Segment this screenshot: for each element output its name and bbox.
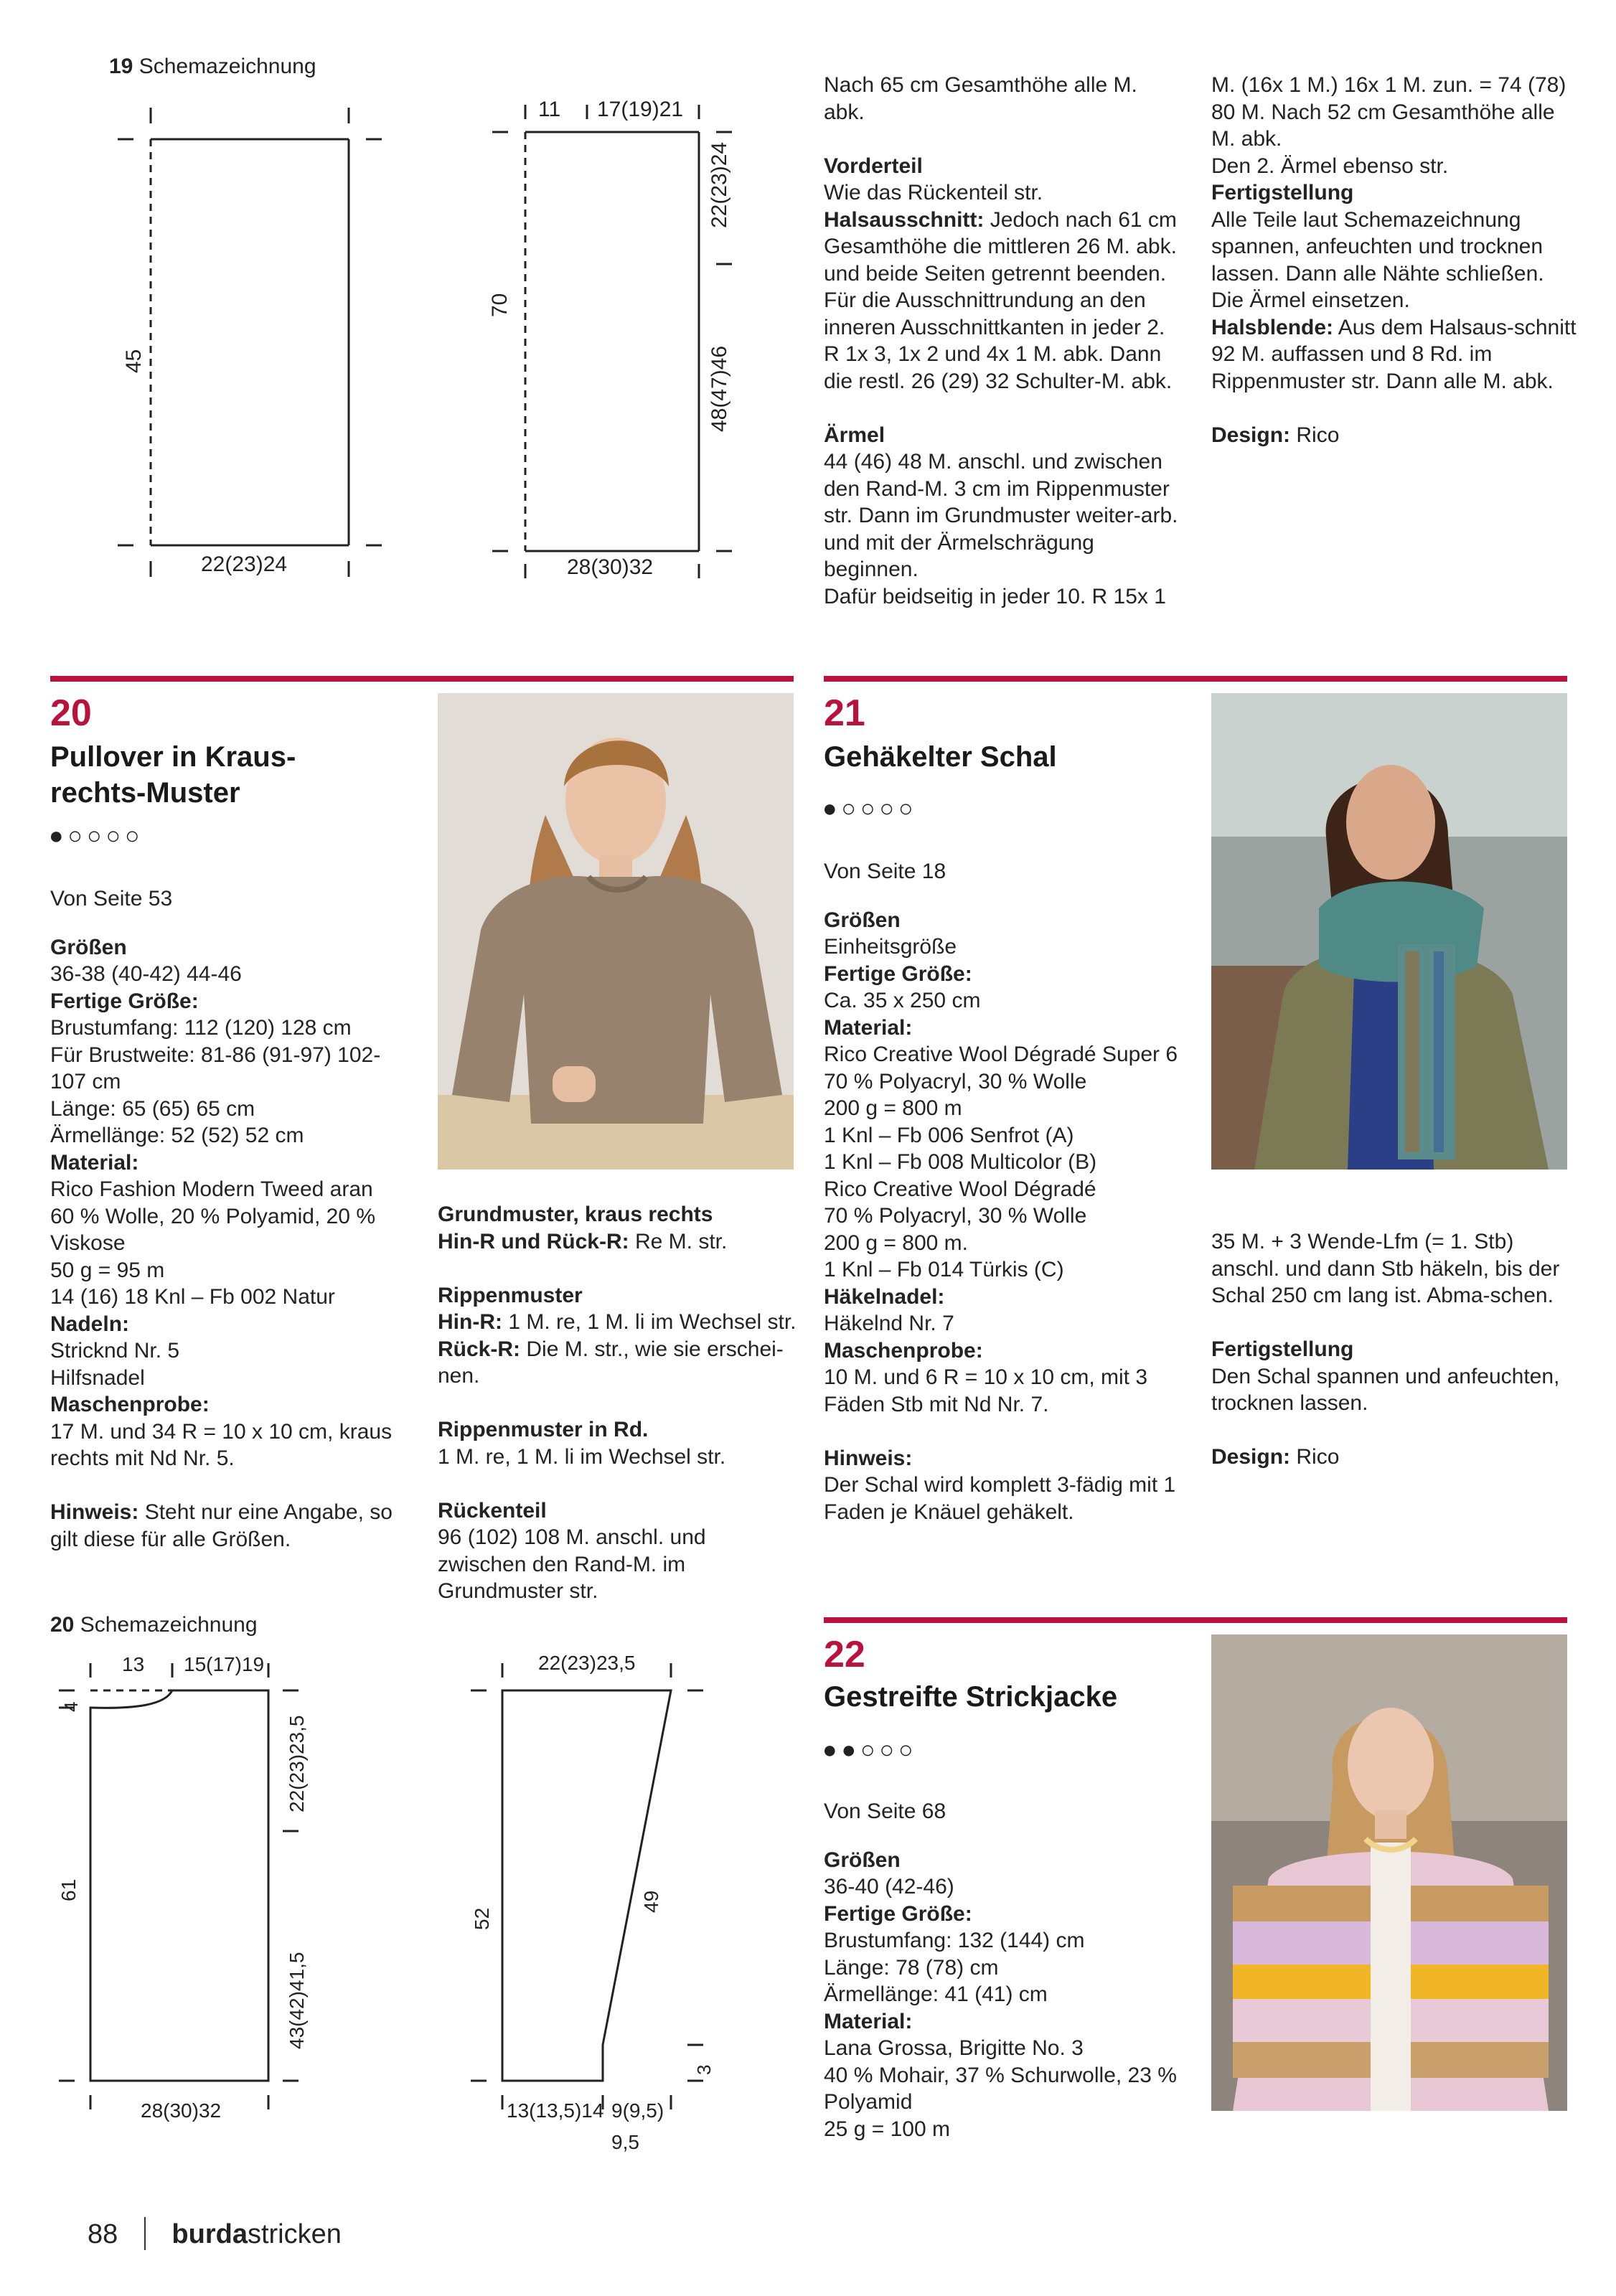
dim-height: 45	[122, 349, 146, 373]
dim-width: 28(30)32	[141, 2099, 222, 2122]
difficulty-rating: ●○○○○	[49, 822, 144, 850]
dim-neck: 4	[60, 1701, 82, 1712]
dim-slope: 49	[640, 1890, 662, 1913]
heading-rippenmuster: Rippenmuster	[438, 1283, 583, 1307]
paragraph: 44 (46) 48 M. anschl. und zwischen den Rand-M. 3 cm im Rippenmuster str. Dann im Grundmuster weiter-arb. und mit der Ärmelschrägung beginnen.	[824, 450, 1178, 581]
photo-schal	[1211, 693, 1567, 1170]
heading-aermel: Ärmel	[824, 423, 885, 447]
from-page: Von Seite 68	[824, 1799, 946, 1823]
page-number: 88	[88, 2219, 118, 2249]
paragraph: Den 2. Ärmel ebenso str.	[1211, 154, 1449, 178]
dim-top-right: 15(17)19	[184, 1653, 265, 1675]
paragraph: Jedoch nach 61 cm Gesamthöhe die mittleren 26 M. abk. und beide Seiten getrennt beenden. Für die Ausschnittrundung an den inneren Ausschnittkanten in jeder 2. R 1x 3, 1x 2 und 4x 1 M. abk. Dann die restl. 26 (29) 32 Schulter-M. abk.	[824, 207, 1177, 393]
from-page: Von Seite 53	[50, 887, 173, 911]
paragraph: Nach 65 cm Gesamthöhe alle M. abk.	[824, 73, 1137, 124]
section-number: 22	[824, 1634, 865, 1675]
heading-rueckenteil: Rückenteil	[438, 1498, 547, 1523]
heading-grundmuster: Grundmuster, kraus rechts	[438, 1203, 713, 1226]
dim-right-bottom: 48(47)46	[708, 345, 731, 432]
schema-number: 19	[109, 55, 133, 78]
label-hinweis: Hinweis:	[50, 1500, 139, 1524]
brand-light: stricken	[247, 2219, 342, 2249]
s21-col-1: Von Seite 18 Größen Einheitsgröße Fertige Größe: Ca. 35 x 250 cm Material: Rico Creative Wool Dégradé Super 6 70 % Polyacryl, 30 % Wolle 200 g = 800 m 1 Knl – Fb 006 Senfrot (A) 1 Knl – Fb 008 Multicolor (B) Rico Creative Wool Dégradé 70 % Polyacryl, 30 % Wolle 200 g = 800 m. 1 Knl – Fb 014 Türkis (C) Häkelnadel: Häkelnd Nr. 7 Maschenprobe: 10 M. und 6 R = 10 x 10 cm, mit 3 Fäden Stb mit Nd Nr. 7. Hinweis: Der Schal wird komplett 3-fädig mit 1 Faden je Knäuel gehäkelt.	[824, 858, 1183, 1525]
s21-col-2: 35 M. + 3 Wende-Lfm (= 1. Stb) anschl. und dann Stb häkeln, bis der Schal 250 cm lang ist. Abma-schen. Fertigstellung Den Schal spannen und anfeuchten, trocknen lassen. Design: Rico	[1211, 1230, 1560, 1469]
top-col-4	[1211, 72, 1577, 448]
section-rule	[824, 1617, 1567, 1623]
heading-rippenmuster-rd: Rippenmuster in Rd.	[438, 1418, 649, 1441]
heading-material: Material:	[50, 1150, 139, 1175]
from-page: Von Seite 18	[824, 860, 946, 883]
section-number: 21	[824, 692, 865, 734]
section-title: Gehäkelter Schal	[824, 741, 1057, 773]
dim-top-left: 11	[538, 98, 561, 121]
paragraph: Alle Teile laut Schemazeichnung spannen, anfeuchten und trocknen lassen. Dann alle Nähte schließen. Die Ärmel einsetzen.	[1211, 207, 1544, 312]
difficulty-rating: ●○○○○	[822, 795, 918, 822]
heading-vorderteil: Vorderteil	[824, 154, 923, 178]
dim-width-2: 28(30)32	[567, 555, 654, 579]
design-value: Rico	[1296, 423, 1340, 447]
dim-bottom-right: 3	[693, 2064, 715, 2075]
section-rule	[824, 676, 1567, 682]
heading-fertigstellung: Fertigstellung	[1211, 181, 1354, 204]
dim-total-height: 70	[488, 293, 512, 317]
heading-fertige-groesse: Fertige Größe:	[50, 989, 199, 1013]
heading-groessen: Größen	[50, 935, 127, 959]
photo-strickjacke	[1211, 1634, 1567, 2111]
section-title: Gestreifte Strickjacke	[824, 1681, 1118, 1713]
schema-19-diagram	[108, 93, 753, 596]
photo-pullover	[438, 693, 794, 1170]
paragraph: Dafür beidseitig in jeder 10. R 15x 1	[824, 584, 1166, 608]
footer-divider	[144, 2217, 146, 2250]
label-halsblende: Halsblende:	[1211, 315, 1334, 339]
section-title: Pullover in Kraus- rechts-Muster	[50, 741, 296, 809]
dim-bottom-b: 9(9,5)	[611, 2099, 664, 2122]
section-number: 20	[50, 692, 92, 734]
dim-top-right: 17(19)21	[597, 98, 684, 121]
dim-bottom-c: 9,5	[611, 2131, 639, 2153]
schema-19-label	[109, 55, 316, 79]
heading-maschenprobe: Maschenprobe:	[50, 1393, 210, 1416]
footer	[88, 2217, 342, 2250]
difficulty-rating: ●●○○○	[822, 1736, 918, 1764]
label-halsausschnitt: Halsausschnitt:	[824, 207, 985, 232]
dim-top-left: 13	[122, 1653, 145, 1675]
dim-left-height: 52	[471, 1907, 493, 1930]
paragraph: Wie das Rückenteil str.	[824, 181, 1043, 204]
section-rule	[50, 676, 794, 682]
dim-right-top: 22(23)23,5	[286, 1715, 308, 1812]
dim-top: 22(23)23,5	[538, 1652, 636, 1674]
dim-width: 22(23)24	[201, 552, 288, 576]
brand-bold: burda	[172, 2219, 248, 2249]
schema-20-diagram	[43, 1643, 804, 2167]
dim-bottom-a: 13(13,5)14	[507, 2099, 604, 2122]
s20-col-1: Von Seite 53 Größen 36-38 (40-42) 44-46 Fertige Größe: Brustumfang: 112 (120) 128 cm Für Brustweite: 81-86 (91-97) 102-107 cm Länge: 65 (65) 65 cm Ärmellänge: 52 (52) 52 cm Material: Rico Fashion Modern Tweed aran 60 % Wolle, 20 % Polyamid, 20 % Viskose 50 g = 95 m 14 (16) 18 Knl – Fb 002 Natur Nadeln: Stricknd Nr. 5 Hilfsnadel Maschenprobe: 17 M. und 34 R = 10 x 10 cm, kraus rechts mit Nd Nr. 5. Hinweis: Steht nur eine Angabe, so gilt diese für alle Größen.	[50, 885, 409, 1553]
s22-col-1: Von Seite 68 Größen 36-40 (42-46) Fertige Größe: Brustumfang: 132 (144) cm Länge: 78 (78) cm Ärmellänge: 41 (41) cm Material: Lana Grossa, Brigitte No. 3 40 % Mohair, 37 % Schurwolle, 23 % Polyamid 25 g = 100 m	[824, 1798, 1183, 2142]
schema-20-label: 20 Schemazeichnung	[50, 1613, 258, 1637]
heading-nadeln: Nadeln:	[50, 1312, 130, 1336]
paragraph: Aus dem Halsaus-schnitt 92 M. auffassen und 8 Rd. im Rippenmuster str. Dann alle M. abk.	[1211, 315, 1577, 393]
schema-text: Schemazeichnung	[138, 55, 316, 78]
paragraph: M. (16x 1 M.) 16x 1 M. zun. = 74 (78) 80 M. Nach 52 cm Gesamthöhe alle M. abk.	[1211, 73, 1566, 151]
s20-col-2: Grundmuster, kraus rechts Hin-R und Rück-R: Re M. str. Rippenmuster Hin-R: 1 M. re, 1 M. li im Wechsel str. Rück-R: Die M. str., wie sie erschei-nen. Rippenmuster in Rd. 1 M. re, 1 M. li im Wechsel str. Rückenteil 96 (102) 108 M. anschl. und zwischen den Rand-M. im Grundmuster str.	[438, 1203, 797, 1603]
top-col-3	[824, 72, 1183, 610]
dim-height: 61	[57, 1878, 80, 1901]
label-design: Design:	[1211, 423, 1291, 447]
dim-right-top: 22(23)24	[708, 141, 731, 228]
dim-right-bottom: 43(42)41,5	[286, 1952, 308, 2049]
